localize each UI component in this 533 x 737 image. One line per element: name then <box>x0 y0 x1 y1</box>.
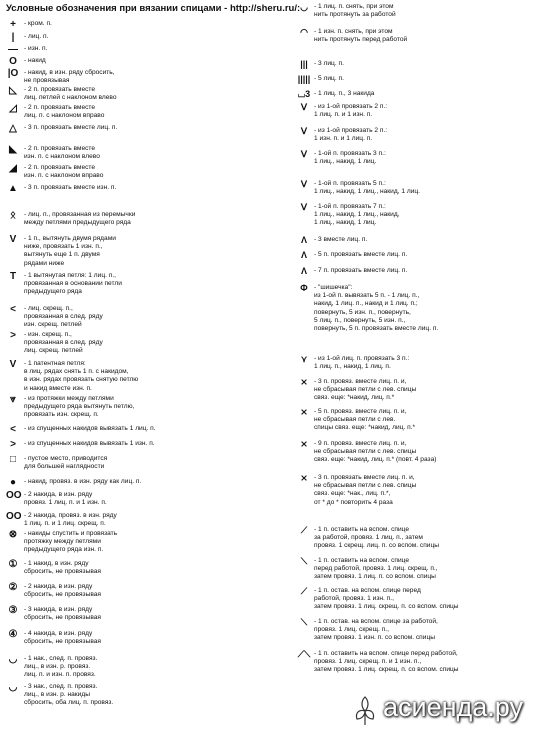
legend-line: связ. еще: *нак., лиц. п.*, <box>314 490 391 498</box>
legend-line: - 2 п. провязать вместе <box>24 164 96 171</box>
five-together-icon: Λ <box>300 250 307 260</box>
triangle-filled-icon: ▲ <box>8 183 18 194</box>
legend-line: провяз. 1 лиц. скрещ. п., <box>314 626 389 634</box>
greater-than-icon: > <box>10 330 16 341</box>
legend-description <box>24 491 107 507</box>
double-circle-icon-2: OO <box>6 511 22 522</box>
legend-line: - накиды спустить и провязать <box>24 530 118 537</box>
legend-line: рядами ниже <box>24 259 65 267</box>
legend-line: - 1 патентная петля: <box>24 360 86 367</box>
legend-line: не сбрасывая петли с лев. <box>314 416 396 424</box>
double-circle-icon: OO <box>6 490 22 501</box>
site-watermark <box>345 688 531 734</box>
legend-line: провязанная в основании петли <box>24 280 122 288</box>
less-than-icon: < <box>10 304 16 315</box>
legend-description <box>24 104 104 120</box>
legend-line: - 2 п. провязать вместе <box>24 104 96 111</box>
legend-description <box>24 425 156 433</box>
legend-line: - накид, в изн. ряду сбросить, <box>24 69 115 76</box>
right-triangle-filled-icon: ◢ <box>9 163 17 174</box>
legend-description <box>24 211 135 227</box>
legend-line: - 2 накида, провяз. в изн. ряду <box>24 512 117 519</box>
legend-line: перед работой, провяз. 1 лиц. скрещ. п., <box>314 565 438 573</box>
legend-description <box>314 378 416 403</box>
legend-description <box>314 557 438 582</box>
legend-line: - пустое место, приводится <box>24 455 108 462</box>
legend-description <box>24 630 101 646</box>
legend-line: - из 1-ой лиц. п. провязать 3 п.: <box>314 355 410 362</box>
legend-description <box>314 236 367 244</box>
legend-line: - лиц. п. <box>24 33 49 40</box>
cable-front-2-icon: ⟍ <box>300 617 308 627</box>
cross-five-icon: ⨯ <box>300 407 308 417</box>
legend-line: - 1-ой п. провязать 5 п.: <box>314 180 386 187</box>
legend-description <box>314 284 438 333</box>
legend-line: 1 изн. п. и 1 лиц. п. <box>314 135 373 143</box>
legend-line: между петлями предыдущего ряда <box>24 219 131 227</box>
legend-description <box>314 267 407 275</box>
legend-description <box>24 45 47 53</box>
legend-line: - 3 п. провяз. вместе лиц. п. и, <box>314 378 407 385</box>
legend-description <box>24 33 48 41</box>
circle-four-icon: ④ <box>8 629 18 640</box>
legend-line: в изн. рядах провязать снятую петлю <box>24 376 139 384</box>
legend-line: лиц. п. и изн. п. провяз. <box>24 671 96 679</box>
legend-line: - лиц. п., провязанная из перемычки <box>24 211 136 218</box>
right-triangle-outline-icon: ◿ <box>9 103 17 114</box>
five-from-one-icon: ᐯ <box>300 179 308 189</box>
legend-description <box>314 3 396 19</box>
legend-line: связ. еще: *накид, лиц. п.* (повт. 4 раза) <box>314 456 437 464</box>
legend-line: - 2 накида, в изн. ряду <box>24 583 93 590</box>
legend-line: - 1 п. остав. на вспом. спице перед <box>314 587 421 594</box>
arc-cross-icon-2: ◡ <box>8 682 18 693</box>
legend-line: - 5 лиц. п. <box>314 75 344 82</box>
legend-line: - 1 изн. п. снять, при этом <box>314 28 393 35</box>
legend-line: сбросить, не провязывая <box>24 638 101 646</box>
legend-description <box>24 86 117 102</box>
legend-line: лиц. петлей с наклоном влево <box>24 94 117 102</box>
legend-description <box>24 145 100 161</box>
legend-line: работой, провяз. 1 изн. п., <box>314 595 394 603</box>
legend-line: предыдущего ряда <box>24 288 82 296</box>
legend-line: - 1 п., вытянуть двумя рядами <box>24 235 116 242</box>
legend-line: - из 1-ой провязать 2 п.: <box>314 103 388 110</box>
legend-line: в лиц. рядах снять 1 п. с накидом, <box>24 368 129 376</box>
legend-description <box>314 127 387 143</box>
circle-bar-icon: |O <box>7 68 19 79</box>
legend-line: - кром. п. <box>24 20 52 27</box>
three-box-icon: ⌴3 <box>297 89 311 99</box>
legend-line: - 2 п. провязать вместе <box>24 145 96 152</box>
legend-line: предыдущего ряда вытянуть петлю, <box>24 403 135 411</box>
legend-line: - 2 накида, в изн. ряду <box>24 491 93 498</box>
seven-from-one-icon: ᐯ <box>300 202 308 212</box>
legend-line: лиц. скрещ. петлей <box>24 347 83 355</box>
seven-together-icon: Λ <box>300 266 307 276</box>
legend-description <box>24 360 138 393</box>
legend-line: от * до * повторить 4 раза <box>314 498 393 506</box>
legend-description <box>24 583 101 599</box>
legend-line: затем провяз. 1 лиц. скрещ. п. со вспом. спицы <box>314 603 459 611</box>
legend-description <box>314 60 344 68</box>
three-bars-icon: ||| <box>300 59 308 69</box>
legend-line: провязанная в след. ряду <box>24 339 103 347</box>
legend-description <box>314 474 416 507</box>
legend-line: повернуть, 5 п. провязать вместе лиц. п. <box>314 325 439 333</box>
legend-description <box>24 560 101 576</box>
legend-line: сбросить, не провязывая <box>24 568 101 576</box>
legend-description <box>24 124 117 132</box>
legend-description <box>314 75 344 83</box>
legend-line: изн. п. с наклоном вправо <box>24 172 104 180</box>
legend-description <box>314 90 374 98</box>
legend-line: - 5 п. провяз. вместе лиц. п. и, <box>314 408 407 415</box>
legend-line: для большей наглядности <box>24 463 105 471</box>
greater-than-dashed-icon: > <box>10 439 16 450</box>
crossed-loop-icon: ᛟ <box>10 210 16 221</box>
legend-line: лиц. п. с наклоном вправо <box>24 112 105 120</box>
legend-line: - из спущенных накидов вывязать 1 изн. п. <box>24 440 155 447</box>
triangle-outline-icon: △ <box>9 123 17 134</box>
two-from-one-icon-2: ᐯ <box>300 126 308 136</box>
t-shape-icon: T <box>9 271 17 282</box>
legend-line: провязанная в след. ряду <box>24 313 103 321</box>
circle-three-icon: ③ <box>8 605 18 616</box>
legend-line: - 1 лиц. п. снять, при этом <box>314 3 394 10</box>
two-from-one-icon: ᐯ <box>300 102 308 112</box>
legend-description <box>24 440 155 448</box>
legend-line: провязать изн. скрещ. п. <box>24 411 99 419</box>
legend-description <box>24 606 101 622</box>
legend-line: спицы связ. еще: *накид, лиц. п.* <box>314 424 416 432</box>
legend-line: - из спущенных накидов вывязать 1 лиц. п. <box>24 425 156 432</box>
legend-line: - 1 накид, в изн. ряду <box>24 560 89 567</box>
legend-line: - 1-ой п. провязать 7 п.: <box>314 203 386 210</box>
legend-line: сбросить, не провязывая <box>24 591 101 599</box>
legend-line: - накид, провяз. в изн. ряду как лиц. п. <box>24 478 142 485</box>
wide-cross-icon: ⨯ <box>300 473 308 483</box>
legend-line: - 1 вытянутая петля: 1 лиц. п., <box>24 272 116 279</box>
legend-line: - 1-ой п. провязать 3 п.: <box>314 150 386 157</box>
v-patent-icon: V <box>9 359 17 370</box>
legend-line: - изн. п. <box>24 45 48 52</box>
legend-line: нить протянуть перед работой <box>314 36 408 44</box>
circle-icon: O <box>9 56 17 67</box>
legend-line: сбросить, не провязывая <box>24 614 101 622</box>
legend-line: - 3 лиц. п. <box>314 60 344 67</box>
cable-front-icon: ⟍ <box>300 556 308 566</box>
legend-line: - 3 п. провязать вместе лиц. п. и, <box>314 474 415 481</box>
legend-line: связ. еще: *накид, лиц. п.* <box>314 394 395 402</box>
legend-description <box>24 512 117 528</box>
legend-line: накид, 1 лиц. п., накид и 1 лиц. п.; <box>314 300 418 308</box>
legend-description <box>24 164 103 180</box>
legend-line: провяз. 1 скрещ. лиц. п. со вспом. спицы <box>314 542 439 550</box>
left-triangle-outline-icon: ◺ <box>9 85 17 96</box>
legend-line: изн. п. с наклоном влево <box>24 153 100 161</box>
cable-wide-icon: ⟋⟍ <box>297 649 311 659</box>
three-into-one-icon: ⋎ <box>300 354 308 364</box>
legend-description <box>314 103 387 119</box>
legend-line: провяз. 1 лиц. скрещ. п. и 1 изн. п., <box>314 658 422 666</box>
circle-one-icon: ① <box>8 559 18 570</box>
legend-description <box>24 331 103 356</box>
legend-description <box>24 57 46 65</box>
legend-line: - накид <box>24 57 46 64</box>
legend-line: не провязывая <box>24 77 70 85</box>
legend-line: 1 лиц., накид, 1 лиц. <box>314 158 377 166</box>
cable-back-2-icon: ⟋ <box>300 586 308 596</box>
legend-line: не сбрасывая петли с лев. спицы <box>314 448 417 456</box>
legend-line: - 3 п. провязать вместе изн. п. <box>24 184 117 191</box>
legend-line: 1 лиц. п. и 1 лиц. скрещ. п. <box>24 520 106 528</box>
legend-line: протяжку между петлями <box>24 538 101 546</box>
less-than-dashed-icon: < <box>10 424 16 435</box>
legend-line: - лиц. скрещ. п., <box>24 305 73 312</box>
legend-line: - "шишечка": <box>314 284 353 291</box>
legend-line: - 3 п. провязать вместе лиц. п. <box>24 124 118 131</box>
legend-line: - 1 нак., след. п. провяз. <box>24 655 98 662</box>
legend-line: из 1-ой п. вывязать 5 п. - 1 лиц. п., <box>314 292 420 300</box>
legend-line: - 3 накида, в изн. ряду <box>24 606 93 613</box>
legend-line: затем провяз. 1 лиц. п. со вспом. спицы <box>314 573 436 581</box>
legend-description <box>314 408 415 433</box>
legend-line: - 1 п. оставить на вспом. спице <box>314 557 410 564</box>
legend-line: - 1 п. остав. на вспом. спице за работой, <box>314 618 438 625</box>
legend-line: лиц., в изн. р. накиды <box>24 691 90 699</box>
legend-line: 1 лиц., накид, 1 лиц., накид, <box>314 211 400 219</box>
legend-line: - 4 накида, в изн. ряду <box>24 630 93 637</box>
long-v-icon: V <box>9 234 17 245</box>
circle-two-icon: ② <box>8 582 18 593</box>
left-triangle-filled-icon: ◣ <box>9 144 17 155</box>
legend-line: - 3 нак., след. п. провяз. <box>24 683 98 690</box>
cable-back-icon: ⟋ <box>300 525 308 535</box>
legend-description <box>314 526 439 551</box>
plus-icon: + <box>10 19 16 30</box>
legend-line: - 5 п. провязать вместе лиц. п. <box>314 251 408 258</box>
legend-description <box>24 305 103 330</box>
three-from-one-icon: ᐯ <box>300 149 308 159</box>
legend-description <box>24 683 113 708</box>
arc-up-icon: ◠ <box>300 27 308 37</box>
legend-description <box>24 655 97 680</box>
legend-line: - из протяжки между петлями <box>24 395 114 402</box>
dash-icon: — <box>8 44 18 55</box>
legend-description <box>314 355 409 371</box>
legend-line: - 1 лиц. п., 3 накида <box>314 90 375 97</box>
legend-description <box>24 69 115 85</box>
legend-line: - из 1-ой провязать 2 п.: <box>314 127 388 134</box>
legend-line: повернуть, 5 изн. п., повернуть, <box>314 308 411 316</box>
legend-description <box>24 184 116 192</box>
legend-description <box>314 618 438 643</box>
flower-icon <box>351 693 379 727</box>
five-bars-icon: ||||| <box>297 74 311 84</box>
legend-line: 5 лиц. п., повернуть, 5 изн. п., <box>314 316 406 324</box>
legend-line: - 2 п. провязать вместе <box>24 86 96 93</box>
legend-description <box>314 650 459 675</box>
cross-three-icon: ⨯ <box>300 377 308 387</box>
filled-circle-icon: ● <box>9 477 17 488</box>
legend-description <box>314 203 400 228</box>
legend-description <box>314 587 459 612</box>
vertical-bar-icon: | <box>11 32 15 43</box>
circle-cross-icon: ⊗ <box>8 529 18 540</box>
legend-line: - 3 вместе лиц. п. <box>314 236 368 243</box>
arc-down-icon: ◡ <box>300 2 308 12</box>
legend-line: нить протянуть за работой <box>314 11 396 19</box>
legend-line: 1 лиц. п. и 1 изн. п. <box>314 111 373 119</box>
legend-line: - 9 п. провяз. вместе лиц. п. и, <box>314 440 407 447</box>
legend-line: за работой, провяз. 1 лиц. п., затем <box>314 534 423 542</box>
legend-description <box>24 20 52 28</box>
legend-description <box>314 180 420 196</box>
empty-square-icon: □ <box>9 454 17 465</box>
legend-description <box>24 235 116 268</box>
legend-line: 1 лиц., накид, 1 лиц., накид, 1 лиц. <box>314 188 421 196</box>
watermark-text: асиенда.ру <box>383 692 524 722</box>
page-title: Условные обозначения при вязании спицами - http://sheru.ru/: <box>6 3 301 14</box>
cross-nine-icon: ⨯ <box>300 439 308 449</box>
arc-cross-icon: ◡ <box>8 654 18 665</box>
legend-line: 1 лиц. п., накид, 1 лиц. п. <box>314 363 391 371</box>
legend-line: 1 лиц., накид, 1 лиц. <box>314 219 377 227</box>
three-together-icon: Λ <box>300 235 307 245</box>
legend-description <box>314 440 436 465</box>
legend-description <box>24 395 134 420</box>
bobble-icon: Φ <box>300 283 308 293</box>
legend-description <box>314 150 386 166</box>
legend-line: изн. скрещ. петлей <box>24 321 82 329</box>
legend-line: предыдущего ряда изн. п. <box>24 546 104 554</box>
legend-description <box>24 455 107 471</box>
legend-line: - изн. скрещ. п., <box>24 331 72 338</box>
legend-line: ниже, провязать 1 изн. п., <box>24 243 103 251</box>
legend-line: и накид вместе изн. п. <box>24 384 92 392</box>
legend-description <box>314 251 407 259</box>
legend-line: - 7 п. провязать вместе лиц. п. <box>314 267 408 274</box>
fan-icon: ⩔ <box>10 394 16 405</box>
legend-line: - 1 п. оставить на вспом. спице <box>314 526 410 533</box>
legend-line: лиц., в изн. р. провяз. <box>24 663 91 671</box>
legend-description <box>24 272 122 297</box>
legend-line: затем провяз. 1 лиц. скрещ. п. со вспом. спицы <box>314 666 459 674</box>
legend-line: провяз. 1 лиц. п. и 1 изн. п. <box>24 499 107 507</box>
legend-line: сбросить, оба лиц. п. провяз. <box>24 699 114 707</box>
legend-description <box>314 28 407 44</box>
legend-description <box>24 478 141 486</box>
legend-line: не сбрасывая петли с лев. спицы <box>314 386 417 394</box>
legend-line: - 1 п. оставить на вспом. спице перед работой, <box>314 650 458 657</box>
legend-line: затем провяз. 1 изн. п. со вспом. спицы <box>314 634 435 642</box>
legend-line: не сбрасывая петли с лев. спицы <box>314 482 417 490</box>
legend-line: вытянуть еще 1 п. двумя <box>24 251 100 259</box>
legend-description <box>24 530 117 555</box>
